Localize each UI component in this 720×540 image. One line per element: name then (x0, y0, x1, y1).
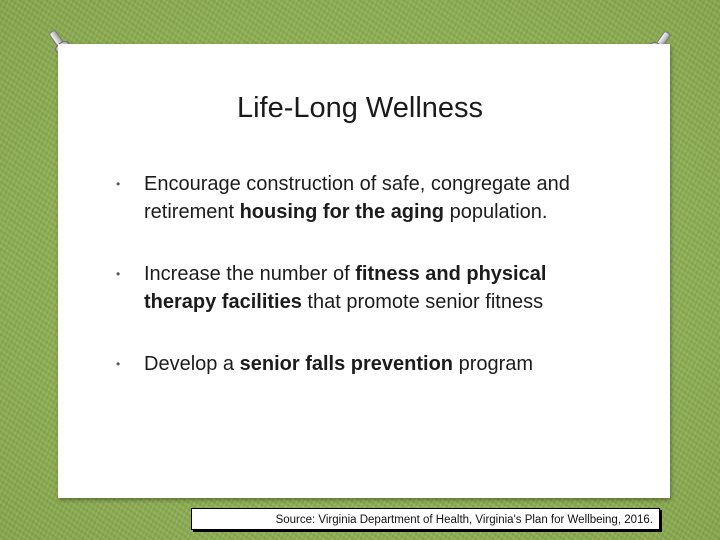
source-citation: Source: Virginia Department of Health, Virginia's Plan for Wellbeing, 2016. (191, 508, 660, 530)
bullet-text: Encourage construction of safe, congregate and retirement housing for the aging population. (144, 173, 570, 223)
bullet-dot-icon: • (116, 357, 121, 371)
bullet-item-housing (116, 170, 596, 226)
bullet-list (116, 170, 596, 378)
bullet-item-fitness (116, 260, 596, 316)
bullet-text: Increase the number of fitness and physical therapy facilities that promote senior fitness (144, 263, 547, 313)
bullet-dot-icon: • (116, 267, 121, 281)
bullet-dot-icon: • (116, 177, 121, 191)
bullet-item-falls-prevention (116, 350, 596, 378)
slide-title: Life-Long Wellness (236, 92, 484, 124)
bullet-text: Develop a senior falls prevention program (144, 353, 534, 375)
